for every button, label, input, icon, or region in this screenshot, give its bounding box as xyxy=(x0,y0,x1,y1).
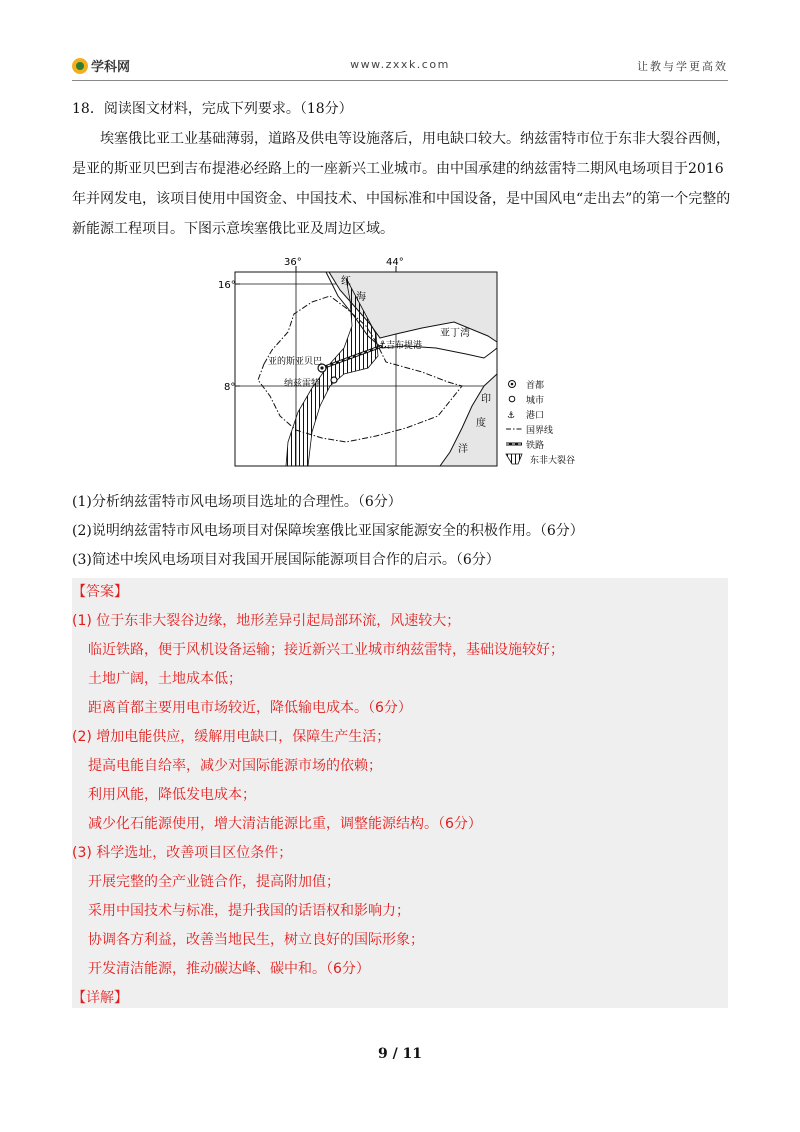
answer-line: 提高电能自给率，减少对国际能源市场的依赖； xyxy=(88,758,382,774)
red-sea-label-1: 红 xyxy=(341,276,351,287)
answer-line: 利用风能，降低发电成本； xyxy=(88,787,256,803)
header-divider xyxy=(72,80,728,81)
sub-question-1: (1)分析纳兹雷特市风电场项目选址的合理性。（6分） xyxy=(72,494,402,510)
indian-ocean-label-3: 洋 xyxy=(458,444,468,455)
answer-line: (3) 科学选址，改善项目区位条件； xyxy=(72,845,293,861)
lon-36-label: 36° xyxy=(284,257,302,268)
sub-question-2: (2)说明纳兹雷特市风电场项目对保障埃塞俄比亚国家能源安全的积极作用。（6分） xyxy=(72,523,584,539)
map-svg xyxy=(218,256,596,470)
port-anchor-icon: ⚓ xyxy=(378,340,387,351)
indian-ocean-area xyxy=(440,374,497,466)
djibouti-label: 吉布提港 xyxy=(386,341,423,351)
answer-line: 开展完整的全产业链合作，提高附加值； xyxy=(88,874,340,890)
answer-line: 临近铁路，便于风机设备运输；接近新兴工业城市纳兹雷特，基础设施较好； xyxy=(88,642,564,658)
legend-capital: 首都 xyxy=(526,381,545,391)
red-sea-label-2: 海 xyxy=(356,292,366,303)
page-header xyxy=(72,56,728,78)
city-marker xyxy=(331,377,337,383)
legend-railway: 铁路 xyxy=(526,441,545,451)
legend-city: 城市 xyxy=(526,396,545,406)
legend-rift: 东非大裂谷 xyxy=(530,456,576,466)
page-number: 9 / 11 xyxy=(377,1046,423,1062)
legend-port: 港口 xyxy=(526,411,545,421)
nazret-label: 纳兹雷特 xyxy=(284,379,321,389)
logo-text: 学科网 xyxy=(91,60,131,75)
site-url: www.zxxk.com xyxy=(350,58,450,71)
answer-line: 土地广阔，土地成本低； xyxy=(88,671,242,687)
indian-ocean-label-2: 度 xyxy=(476,418,486,429)
legend-border: 国界线 xyxy=(526,426,554,436)
sub-question-3: (3)简述中埃风电场项目对我国开展国际能源项目合作的启示。（6分） xyxy=(72,552,500,568)
answer-line: (1) 位于东非大裂谷边缘，地形差异引起局部环流，风速较大； xyxy=(72,613,461,629)
slogan: 让教与学更高效 xyxy=(637,60,728,73)
lat-8-label: 8° xyxy=(224,382,236,393)
lon-44-label: 44° xyxy=(386,257,404,268)
map-figure xyxy=(218,256,596,470)
question-paragraph: 埃塞俄比亚工业基础薄弱，道路及供电等设施落后，用电缺口较大。纳兹雷特市位于东非大裂谷西侧，是亚的斯亚贝巴到吉布提港必经路上的一座新兴工业城市。由中国承建的纳兹雷特二期风电场项目于2016年并网发电，该项目使用中国资金、中国技术、中国标准和中国设备，是中国风电“走出去”的第一个完整的新能源工程项目。下图示意埃塞俄比亚及周边区域。 xyxy=(72,131,731,237)
question-title: 18．阅读图文材料，完成下列要求。（18分） xyxy=(72,101,353,117)
gulf-aden-label: 亚丁湾 xyxy=(440,328,470,339)
answer-line: 距离首都主要用电市场较近，降低输电成本。（6分） xyxy=(88,700,412,716)
answer-line: 开发清洁能源，推动碳达峰、碳中和。（6分） xyxy=(88,961,370,977)
answer-line: 协调各方利益，改善当地民生，树立良好的国际形象； xyxy=(88,932,424,948)
detail-heading: 【详解】 xyxy=(72,990,128,1006)
indian-ocean-label-1: 印 xyxy=(481,394,491,405)
answer-line: 减少化石能源使用，增大清洁能源比重，调整能源结构。（6分） xyxy=(88,816,482,832)
answer-line: (2) 增加电能供应，缓解用电缺口，保障生产生活； xyxy=(72,729,391,745)
legend-port-icon: ⚓ xyxy=(507,411,516,421)
map-legend xyxy=(506,379,575,466)
addis-label: 亚的斯亚贝巴 xyxy=(268,357,323,367)
lat-16-label: 16° xyxy=(218,280,236,291)
answer-line: 采用中国技术与标准，提升我国的话语权和影响力； xyxy=(88,903,410,919)
answer-heading: 【答案】 xyxy=(72,584,128,600)
